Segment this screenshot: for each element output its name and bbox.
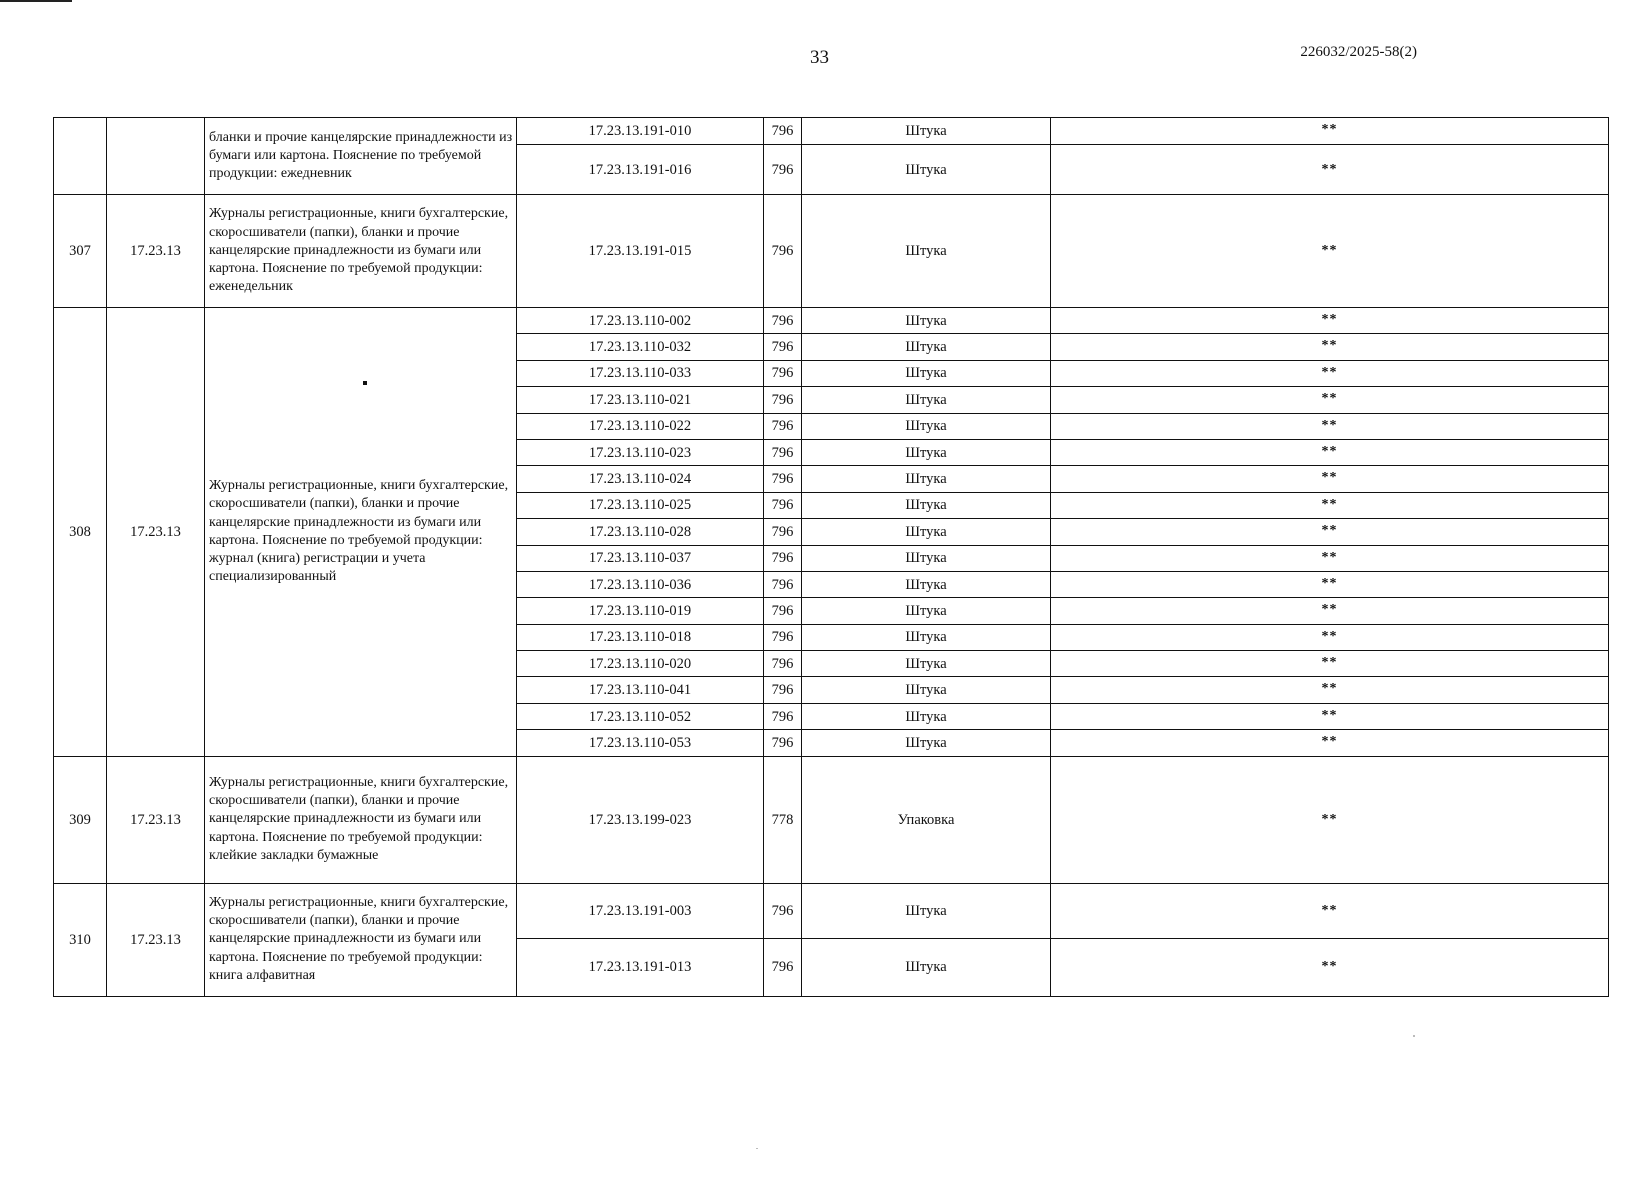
unit-cell: Штука (802, 145, 1051, 195)
table-row (54, 195, 1609, 308)
note-cell: ** (1051, 571, 1609, 597)
description-cell: Журналы регистрационные, книги бухгалтерские, скоросшиватели (папки), бланки и прочие канцелярские принадлежности из бумаги или картона. Пояснение по требуемой продукции: журнал (книга) регистрации и учета специализированный (205, 308, 517, 757)
unit-cell: Штука (802, 387, 1051, 413)
note-cell: ** (1051, 195, 1609, 308)
unit-cell: Штука (802, 492, 1051, 518)
okei-code-cell: 796 (764, 360, 802, 386)
description-cell: Журналы регистрационные, книги бухгалтерские, скоросшиватели (папки), бланки и прочие канцелярские принадлежности из бумаги или картона. Пояснение по требуемой продукции: клейкие закладки бумажные (205, 756, 517, 883)
item-code-cell: 17.23.13.110-052 (517, 703, 764, 729)
item-code-cell: 17.23.13.199-023 (517, 756, 764, 883)
scan-speck (1413, 1035, 1415, 1037)
unit-cell: Штука (802, 624, 1051, 650)
note-cell: ** (1051, 624, 1609, 650)
unit-cell: Упаковка (802, 756, 1051, 883)
item-code-cell: 17.23.13.191-016 (517, 145, 764, 195)
scan-speck (756, 1148, 758, 1149)
okei-code-cell: 796 (764, 413, 802, 439)
okei-code-cell: 796 (764, 466, 802, 492)
unit-cell: Штука (802, 571, 1051, 597)
unit-cell: Штука (802, 439, 1051, 465)
item-code-cell: 17.23.13.110-023 (517, 439, 764, 465)
unit-cell: Штука (802, 545, 1051, 571)
unit-cell: Штука (802, 334, 1051, 360)
okei-code-cell: 796 (764, 145, 802, 195)
note-cell: ** (1051, 519, 1609, 545)
unit-cell: Штука (802, 118, 1051, 145)
item-code-cell: 17.23.13.110-022 (517, 413, 764, 439)
table-row (54, 883, 1609, 938)
note-cell: ** (1051, 145, 1609, 195)
note-cell: ** (1051, 651, 1609, 677)
table-row (54, 118, 1609, 145)
item-code-cell: 17.23.13.191-003 (517, 883, 764, 938)
item-code-cell: 17.23.13.191-013 (517, 938, 764, 996)
okei-code-cell: 796 (764, 118, 802, 145)
okei-code-cell: 796 (764, 308, 802, 334)
okei-code-cell: 796 (764, 677, 802, 703)
procurement-table (53, 117, 1609, 997)
note-cell: ** (1051, 756, 1609, 883)
okei-code-cell: 796 (764, 883, 802, 938)
row-number-cell: 310 (54, 883, 107, 996)
note-cell: ** (1051, 703, 1609, 729)
okei-code-cell: 778 (764, 756, 802, 883)
row-number-cell (54, 118, 107, 195)
okei-code-cell: 796 (764, 651, 802, 677)
note-cell: ** (1051, 413, 1609, 439)
document-id: 226032/2025-58(2) (1300, 44, 1417, 60)
okei-code-cell: 796 (764, 492, 802, 518)
item-code-cell: 17.23.13.110-025 (517, 492, 764, 518)
item-code-cell: 17.23.13.110-018 (517, 624, 764, 650)
okei-code-cell: 796 (764, 334, 802, 360)
item-code-cell: 17.23.13.110-019 (517, 598, 764, 624)
page-number: 33 (810, 47, 829, 68)
unit-cell: Штука (802, 413, 1051, 439)
note-cell: ** (1051, 883, 1609, 938)
description-cell: бланки и прочие канцелярские принадлежности из бумаги или картона. Пояснение по требуемой продукции: ежедневник (205, 118, 517, 195)
unit-cell: Штука (802, 883, 1051, 938)
item-code-cell: 17.23.13.110-037 (517, 545, 764, 571)
okei-code-cell: 796 (764, 938, 802, 996)
item-code-cell: 17.23.13.110-053 (517, 730, 764, 756)
note-cell: ** (1051, 360, 1609, 386)
okei-code-cell: 796 (764, 571, 802, 597)
okei-code-cell: 796 (764, 730, 802, 756)
okei-code-cell: 796 (764, 195, 802, 308)
table-row (54, 756, 1609, 883)
item-code-cell: 17.23.13.110-032 (517, 334, 764, 360)
note-cell: ** (1051, 677, 1609, 703)
item-code-cell: 17.23.13.110-024 (517, 466, 764, 492)
row-number-cell: 309 (54, 756, 107, 883)
item-code-cell: 17.23.13.110-020 (517, 651, 764, 677)
note-cell: ** (1051, 545, 1609, 571)
description-cell: Журналы регистрационные, книги бухгалтерские, скоросшиватели (папки), бланки и прочие канцелярские принадлежности из бумаги или картона. Пояснение по требуемой продукции: книга алфавитная (205, 883, 517, 996)
unit-cell: Штука (802, 703, 1051, 729)
note-cell: ** (1051, 492, 1609, 518)
item-code-cell: 17.23.13.191-015 (517, 195, 764, 308)
okpd-code-cell: 17.23.13 (107, 883, 205, 996)
okei-code-cell: 796 (764, 439, 802, 465)
item-code-cell: 17.23.13.110-036 (517, 571, 764, 597)
note-cell: ** (1051, 387, 1609, 413)
item-code-cell: 17.23.13.110-041 (517, 677, 764, 703)
unit-cell: Штука (802, 651, 1051, 677)
unit-cell: Штука (802, 466, 1051, 492)
note-cell: ** (1051, 466, 1609, 492)
unit-cell: Штука (802, 308, 1051, 334)
item-code-cell: 17.23.13.110-002 (517, 308, 764, 334)
note-cell: ** (1051, 598, 1609, 624)
unit-cell: Штука (802, 360, 1051, 386)
unit-cell: Штука (802, 519, 1051, 545)
note-cell: ** (1051, 439, 1609, 465)
note-cell: ** (1051, 730, 1609, 756)
unit-cell: Штука (802, 730, 1051, 756)
table-row (54, 308, 1609, 334)
item-code-cell: 17.23.13.110-028 (517, 519, 764, 545)
row-number-cell: 307 (54, 195, 107, 308)
row-number-cell: 308 (54, 308, 107, 757)
unit-cell: Штука (802, 195, 1051, 308)
okei-code-cell: 796 (764, 545, 802, 571)
okei-code-cell: 796 (764, 624, 802, 650)
unit-cell: Штука (802, 938, 1051, 996)
scan-edge-mark (0, 0, 72, 2)
okpd-code-cell (107, 118, 205, 195)
note-cell: ** (1051, 118, 1609, 145)
item-code-cell: 17.23.13.110-033 (517, 360, 764, 386)
okei-code-cell: 796 (764, 703, 802, 729)
okei-code-cell: 796 (764, 519, 802, 545)
okpd-code-cell: 17.23.13 (107, 195, 205, 308)
unit-cell: Штука (802, 677, 1051, 703)
okei-code-cell: 796 (764, 598, 802, 624)
item-code-cell: 17.23.13.191-010 (517, 118, 764, 145)
item-code-cell: 17.23.13.110-021 (517, 387, 764, 413)
okpd-code-cell: 17.23.13 (107, 308, 205, 757)
note-cell: ** (1051, 334, 1609, 360)
okpd-code-cell: 17.23.13 (107, 756, 205, 883)
okei-code-cell: 796 (764, 387, 802, 413)
description-cell: Журналы регистрационные, книги бухгалтерские, скоросшиватели (папки), бланки и прочие канцелярские принадлежности из бумаги или картона. Пояснение по требуемой продукции: еженедельник (205, 195, 517, 308)
unit-cell: Штука (802, 598, 1051, 624)
note-cell: ** (1051, 308, 1609, 334)
note-cell: ** (1051, 938, 1609, 996)
